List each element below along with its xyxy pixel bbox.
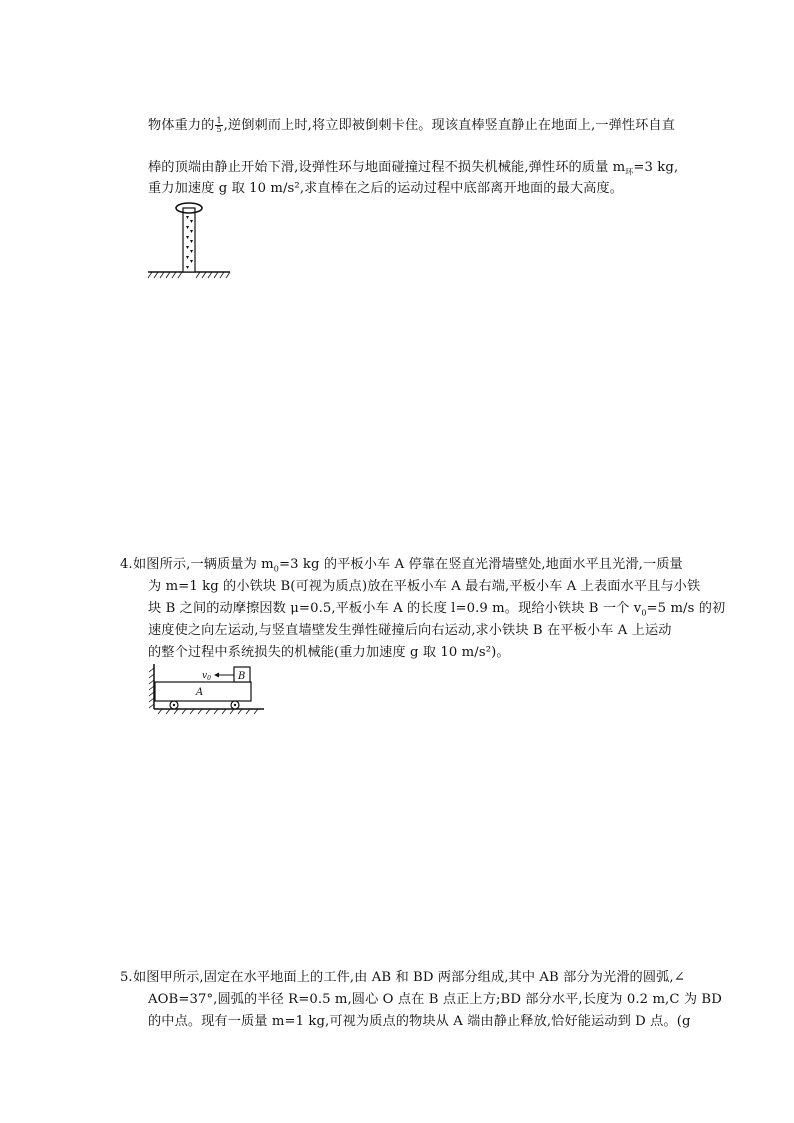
cart-a-label: A (196, 687, 204, 698)
q5-line-3-text: 的中点。现有一质量 m=1 kg,可视为质点的物块从 A 端由静止释放,恰好能运动到 D 点。(g (148, 1014, 691, 1029)
q4-line-1-a: 如图所示,一辆质量为 m (133, 557, 274, 572)
q4-line-3 (148, 600, 725, 623)
q4-line-4-text: 速度使之向左运动,与竖直墙壁发生弹性碰撞后向右运动,求小铁块 B 在平板小车 A 上运动 (148, 623, 672, 638)
q4-line-5-text: 的整个过程中系统损失的机械能(重力加速度 g 取 10 m/s²)。 (148, 645, 510, 660)
q5-line-3 (148, 1013, 691, 1031)
block-b-label: B (238, 671, 246, 682)
q5-number: 5. (120, 970, 133, 985)
q3-line-1-before: 物体重力的 (148, 118, 215, 133)
q5-line-2 (148, 991, 722, 1009)
q4-line-2 (148, 578, 700, 596)
q5-line-2-text: AOB=37°,圆弧的半径 R=0.5 m,圆心 O 点在 B 点正上方;BD 部分水平,长度为 0.2 m,C 为 BD (148, 992, 722, 1007)
q5-line-1-text: 如图甲所示,固定在水平地面上的工件,由 AB 和 BD 两部分组成,其中 AB 部分为光滑的圆弧,∠ (133, 970, 685, 985)
q3-line-2-after: =3 kg, (633, 160, 679, 175)
fraction (215, 117, 222, 134)
fraction-denominator: 5 (216, 125, 222, 134)
subscript: 0 (641, 608, 647, 618)
rod-ring-figure (148, 200, 238, 282)
q3-line-2-text: 棒的顶端由静止开始下滑,设弹性环与地面碰撞过程不损失机械能,弹性环的质量 m (148, 160, 626, 175)
q4-number: 4. (120, 557, 133, 572)
q3-line-3-text: 重力加速度 g 取 10 m/s²,求直棒在之后的运动过程中底部离开地面的最大高度。 (148, 181, 624, 196)
q4-line-3-after: =5 m/s 的初 (646, 601, 726, 616)
q4-line-3-text: 块 B 之间的动摩擦因数 μ=0.5,平板小车 A 的长度 l=0.9 m。现给小铁块 B 一个 v (148, 601, 642, 616)
q5-line-1 (133, 969, 685, 987)
q4-line-4 (148, 622, 672, 640)
q3-line-1-after: ,逆倒刺而上时,将立即被倒刺卡住。现该直棒竖直静止在地面上,一弹性环自直 (223, 118, 676, 133)
velocity-label: $v_0$ (202, 671, 211, 682)
q4-line-1 (133, 556, 683, 579)
cart-wall-figure (148, 660, 268, 716)
subscript: 环 (625, 167, 634, 177)
q3-line-3 (148, 180, 623, 198)
q4-line-1-b: =3 kg 的平板小车 A 停靠在竖直光滑墙壁处,地面水平且光滑,一质量 (278, 557, 683, 572)
subscript: 0 (273, 564, 279, 574)
q3-line-2 (148, 159, 678, 182)
fraction-numerator: 1 (216, 116, 222, 125)
q3-line-1 (148, 117, 675, 135)
q4-line-2-text: 为 m=1 kg 的小铁块 B(可视为质点)放在平板小车 A 最右端,平板小车 A 上表面水平且与小铁 (148, 579, 701, 594)
